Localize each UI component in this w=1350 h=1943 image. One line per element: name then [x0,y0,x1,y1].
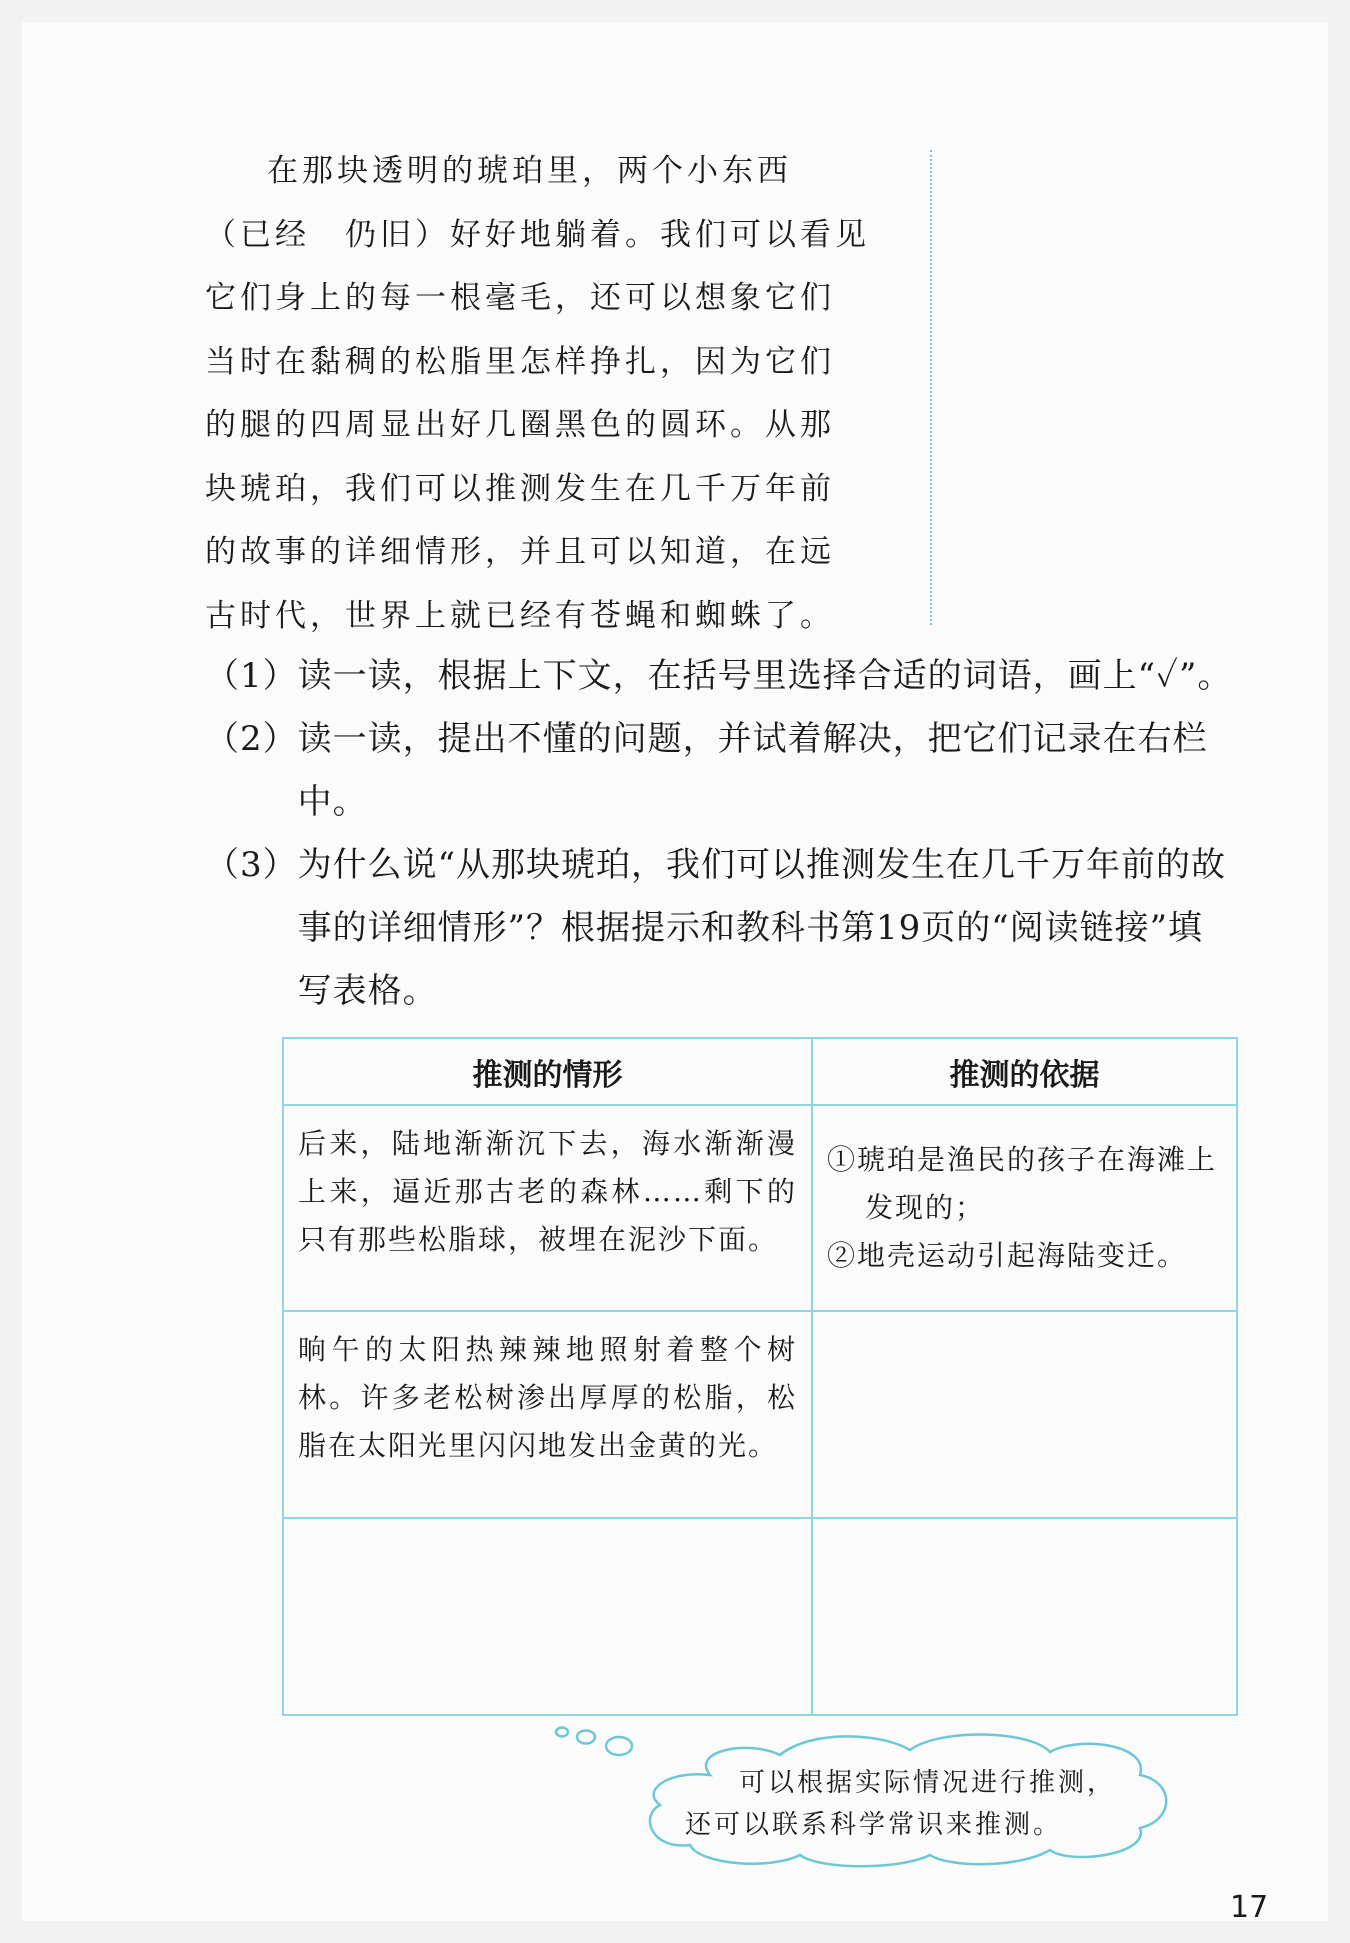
table-row [283,1105,1237,1311]
header-basis: 推测的依据 [812,1038,1237,1105]
table-header-row [283,1038,1237,1105]
question-number: （1） [205,656,298,696]
table-row [283,1518,1237,1715]
question-item [205,834,1235,1023]
basis-item: ①琥珀是渔民的孩子在海滩上发现的； [827,1143,1218,1224]
tip-text [685,1762,1165,1846]
question-number: （3） [205,845,298,885]
passage-line: 古时代，世界上就已经有苍蝇和蜘蛛了。 [205,597,835,634]
basis-answer-field[interactable] [812,1311,1237,1518]
basis-cell [812,1105,1237,1311]
question-text: 为什么说“从那块琥珀，我们可以推测发生在几千万年前的故事的详细情形”？根据提示和教科书第19页的“阅读链接”填写表格。 [297,845,1227,1011]
tip-bubble [550,1720,1190,1870]
passage-line: 的腿的四周显出好几圈黑色的圆环。从那 [205,407,835,443]
page-number: 17 [1230,1890,1269,1925]
question-list [205,645,1235,1023]
tip-line: 可以根据实际情况进行推测， [739,1768,1117,1798]
inference-table [282,1037,1238,1716]
passage-line: 它们身上的每一根毫毛，还可以想象它们 [205,280,835,316]
question-text: 读一读，提出不懂的问题，并试着解决，把它们记录在右栏中。 [297,719,1208,822]
passage-line: 块琥珀，我们可以推测发生在几千万年前 [205,470,835,507]
situation-cell: 晌午的太阳热辣辣地照射着整个树林。许多老松树渗出厚厚的松脂，松脂在太阳光里闪闪地发出金黄的光。 [283,1311,812,1518]
reading-passage [205,140,895,648]
question-text: 读一读，根据上下文，在括号里选择合适的词语，画上“✓”。 [297,656,1233,696]
notes-column-divider [930,150,932,625]
question-item [205,645,1235,708]
tip-line: 还可以联系科学常识来推测。 [685,1810,1063,1840]
basis-answer-field[interactable] [812,1518,1237,1715]
situation-answer-field[interactable] [283,1518,812,1715]
passage-line: 在那块透明的琥珀里，两个小东西 [267,153,792,189]
question-number: （2） [205,719,298,759]
table-row [283,1311,1237,1518]
basis-item: ②地壳运动引起海陆变迁。 [827,1239,1188,1272]
passage-line: （已经 仍旧）好好地躺着。我们可以看见 [205,216,870,253]
situation-cell: 后来，陆地渐渐沉下去，海水渐渐漫上来，逼近那古老的森林……剩下的只有那些松脂球，被埋在泥沙下面。 [283,1105,812,1311]
passage-line: 当时在黏稠的松脂里怎样挣扎，因为它们 [205,343,835,380]
question-item [205,708,1235,834]
header-situation: 推测的情形 [283,1038,812,1105]
passage-line: 的故事的详细情形，并且可以知道，在远 [205,534,835,570]
